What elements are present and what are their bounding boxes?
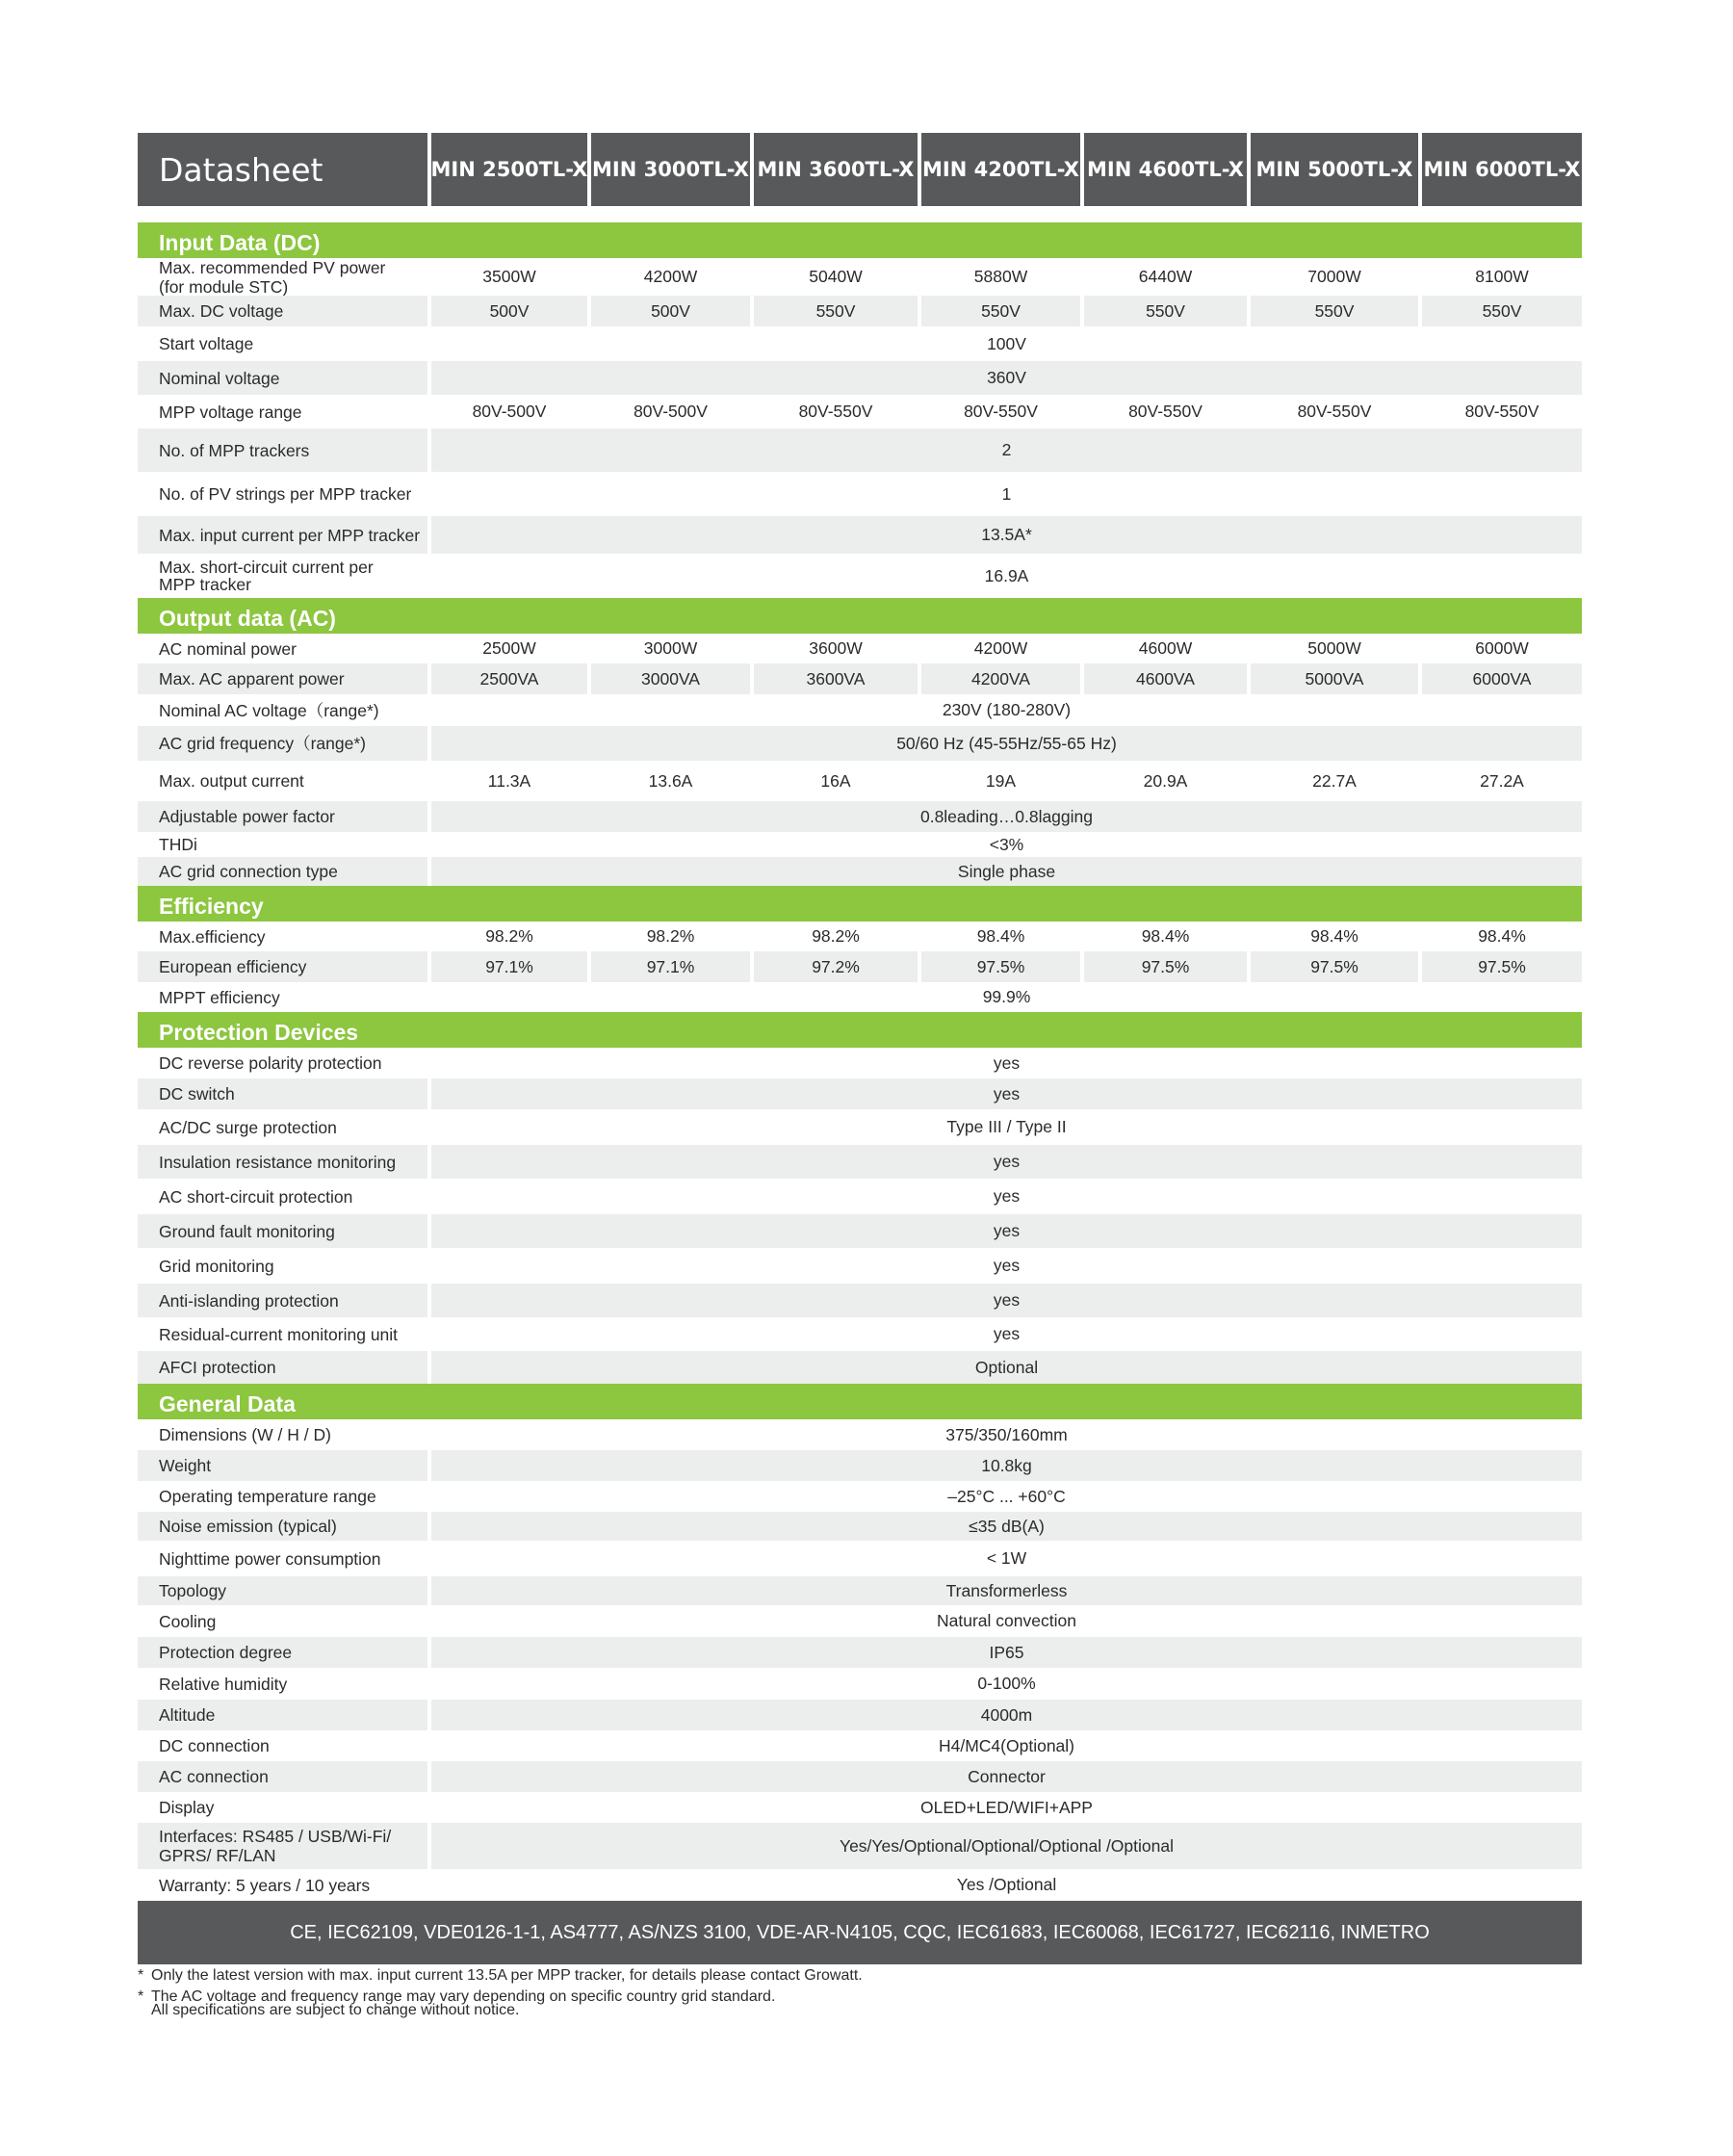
spec-label: Ground fault monitoring [159,1221,335,1241]
spec-value-all-models: yes [993,1083,1021,1104]
spec-row-display [138,1792,1582,1823]
spec-value-model-3: 5040W [809,267,863,286]
column-divider [1247,951,1251,982]
spec-label: Interfaces: RS485 / USB/Wi-Fi/ GPRS/ RF/LAN [159,1827,392,1865]
spec-value-model-5: 20.9A [1143,770,1188,791]
spec-label: Dimensions (W / H / D) [159,1425,331,1444]
spec-label: AC grid connection type [159,862,338,881]
spec-value-model-7: 550V [1482,300,1522,321]
spec-label: Residual-current monitoring unit [159,1324,399,1344]
column-divider [587,663,591,694]
footnote-text: Only the latest version with max. input current 13.5A per MPP tracker, for details please contact Growatt. [151,1967,863,1984]
spec-value-all-models: Natural convection [937,1611,1076,1630]
spec-label: Relative humidity [159,1674,288,1694]
column-divider [750,951,754,982]
spec-row-afci-protection [138,1351,1582,1384]
column-divider [1247,761,1251,801]
spec-row-no-of-mpp-trackers [138,429,1582,472]
spec-value-all-models: yes [993,1186,1021,1206]
spec-row-protection-degree [138,1637,1582,1668]
spec-label: Max.efficiency [159,926,266,947]
spec-value-model-3: 80V-550V [798,402,873,421]
spec-value-all-models: 230V (180-280V) [942,700,1072,719]
column-divider [1247,258,1251,296]
spec-value-model-1: 2500VA [479,668,539,688]
column-divider [1080,951,1084,982]
column-divider [1080,761,1084,801]
footnote-text: All specifications are subject to change without notice. [151,2002,520,2018]
spec-row-thdi [138,832,1582,857]
spec-value-model-7: 6000W [1475,638,1529,658]
spec-label: THDi [159,835,197,854]
spec-label: Max. input current per MPP tracker [159,525,421,545]
spec-value-model-4: 5880W [973,267,1028,286]
spec-row-ac-connection [138,1761,1582,1792]
column-divider [1247,922,1251,951]
spec-value-all-models: < 1W [986,1548,1027,1568]
spec-label: Display [159,1798,215,1817]
footnote [138,1967,1582,1985]
spec-label: Max. short-circuit current per MPP tracker [159,558,374,594]
spec-value-model-3: 97.2% [812,956,860,976]
spec-value-all-models: yes [993,1221,1021,1240]
spec-value-all-models: OLED+LED/WIFI+APP [920,1797,1093,1817]
spec-row-relative-humidity [138,1668,1582,1700]
spec-value-model-6: 5000VA [1305,668,1364,688]
column-divider [587,395,591,429]
column-divider [1418,395,1422,429]
spec-row-max-dc-voltage [138,296,1582,326]
column-divider [1247,296,1251,326]
column-divider [918,296,921,326]
spec-value-model-4: 19A [985,770,1017,791]
column-divider [918,951,921,982]
spec-value-model-2: 500V [651,300,690,321]
spec-value-model-2: 4200W [643,267,698,286]
column-divider [1418,951,1422,982]
spec-value-model-6: 550V [1314,300,1355,321]
datasheet [138,133,1582,2019]
spec-row-max-ac-apparent-power [138,663,1582,694]
column-divider [1080,663,1084,694]
spec-value-model-6: 7000W [1307,267,1361,286]
spec-value-model-4: 4200VA [971,668,1030,688]
column-divider [918,634,921,663]
spec-value-model-4: 4200W [973,638,1028,658]
spec-row-ac-short-circuit-protection [138,1179,1582,1214]
column-divider [587,951,591,982]
spec-value-model-3: 98.2% [812,926,860,946]
spec-value-all-models: yes [993,1290,1021,1310]
column-divider [1080,258,1084,296]
section-header-protection-devices: Protection Devices [138,1012,1582,1048]
spec-value-model-3: 3600W [809,638,863,658]
footnotes [138,1967,1582,2019]
column-divider [587,296,591,326]
spec-label: Start voltage [159,334,254,353]
spec-value-model-2: 80V-500V [634,402,708,421]
spec-value-model-1: 11.3A [487,770,531,791]
model-header-2: MIN 3000TL-X [591,133,750,206]
spec-value-model-1: 80V-500V [472,402,547,421]
spec-value-model-2: 13.6A [648,770,693,791]
model-header-6: MIN 5000TL-X [1251,133,1418,206]
spec-row-nominal-voltage [138,361,1582,395]
spec-value-all-models: yes [993,1324,1021,1343]
column-divider [1080,634,1084,663]
spec-value-model-5: 6440W [1138,267,1193,286]
spec-value-model-7: 6000VA [1472,668,1532,688]
spec-value-all-models: 0.8leading…0.8lagging [919,806,1094,826]
spec-row-topology [138,1576,1582,1605]
spec-value-model-3: 550V [815,300,856,321]
spec-label: Max. recommended PV power (for module STC) [159,257,386,297]
footnote-text: The AC voltage and frequency range may vary depending on specific country grid standard. [151,1988,776,2005]
spec-label: DC reverse polarity protection [159,1053,382,1073]
spec-table [138,222,1582,1901]
spec-label: AC grid frequency（range*) [159,734,366,753]
spec-value-model-7: 97.5% [1478,956,1526,976]
spec-row-max-output-current [138,761,1582,801]
model-header-1: MIN 2500TL-X [431,133,587,206]
spec-row-interfaces-rs485-usb-wi-fi-gprs-rf-lan [138,1823,1582,1869]
spec-label: Weight [159,1456,212,1475]
spec-row-dimensions-w-h-d [138,1419,1582,1450]
spec-value-model-3: 16A [820,770,851,791]
spec-value-model-7: 27.2A [1480,770,1524,791]
spec-value-model-2: 3000W [643,638,698,658]
spec-value-all-models: Yes/Yes/Optional/Optional/Optional /Optional [840,1835,1174,1856]
column-divider [750,634,754,663]
spec-value-all-models: 50/60 Hz (45-55Hz/55-65 Hz) [896,733,1117,753]
section-header-general-data: General Data [138,1384,1582,1419]
section-header-input-data-dc: Input Data (DC) [138,222,1582,258]
spec-label: MPPT efficiency [159,987,280,1007]
spec-value-model-5: 4600W [1138,638,1193,658]
column-divider [750,922,754,951]
footnote [138,2002,1582,2019]
spec-value-model-1: 2500W [482,638,536,658]
spec-value-model-1: 500V [489,300,530,321]
column-divider [587,258,591,296]
spec-value-model-7: 8100W [1475,267,1529,286]
column-divider [918,922,921,951]
column-divider [1080,296,1084,326]
spec-label: Insulation resistance monitoring [159,1152,397,1172]
spec-label: DC switch [159,1084,235,1104]
spec-value-all-models: 10.8kg [981,1455,1032,1475]
spec-label: Nighttime power consumption [159,1548,381,1569]
spec-row-operating-temperature-range [138,1481,1582,1512]
spec-row-max-input-current-per-mpp-tracker [138,516,1582,554]
spec-value-model-3: 3600VA [806,668,866,688]
spec-label: AC nominal power [159,638,297,659]
column-divider [1418,922,1422,951]
spec-value-model-5: 550V [1146,300,1185,321]
model-header-5: MIN 4600TL-X [1084,133,1247,206]
spec-row-ground-fault-monitoring [138,1214,1582,1248]
column-divider [918,761,921,801]
spec-row-grid-monitoring [138,1248,1582,1284]
spec-value-all-models: yes [993,1256,1021,1275]
spec-row-ac-dc-surge-protection [138,1109,1582,1145]
spec-row-mpp-voltage-range [138,395,1582,429]
spec-row-max-efficiency [138,922,1582,951]
spec-label: Nominal AC voltage（range*) [159,700,379,720]
model-header-4: MIN 4200TL-X [921,133,1080,206]
spec-value-model-1: 3500W [482,267,536,286]
column-divider [1247,395,1251,429]
spec-row-warranty-5-years-10-years [138,1869,1582,1901]
spec-row-ac-grid-frequency-range [138,726,1582,761]
spec-label: Max. DC voltage [159,301,284,321]
spec-row-dc-connection [138,1730,1582,1761]
spec-label: Altitude [159,1705,216,1725]
column-divider [750,296,754,326]
spec-value-all-models: Connector [968,1766,1046,1786]
column-divider [750,761,754,801]
spec-value-model-2: 3000VA [641,668,700,688]
spec-label: MPP voltage range [159,402,302,422]
model-header-7: MIN 6000TL-X [1422,133,1582,206]
column-divider [750,258,754,296]
spec-value-model-7: 98.4% [1478,926,1526,946]
spec-value-model-7: 80V-550V [1464,402,1539,421]
column-divider [1247,634,1251,663]
spec-row-nominal-ac-voltage-range [138,694,1582,726]
spec-row-ac-nominal-power [138,634,1582,663]
model-header-3: MIN 3600TL-X [754,133,918,206]
spec-value-all-models: 375/350/160mm [945,1424,1068,1444]
header-row [138,133,1582,206]
section-header-efficiency: Efficiency [138,886,1582,922]
spec-value-model-6: 5000W [1307,638,1361,658]
spec-value-all-models: 100V [987,333,1026,353]
certifications-bar: CE, IEC62109, VDE0126-1-1, AS4777, AS/NZS 3100, VDE-AR-N4105, CQC, IEC61683, IEC60068, IEC61727, IEC62116, INMETRO [138,1901,1582,1964]
spec-value-all-models: 13.5A* [981,525,1032,544]
column-divider [1080,395,1084,429]
footnote-mark: * [138,1988,144,2005]
spec-row-dc-reverse-polarity-protection [138,1048,1582,1078]
spec-value-model-2: 98.2% [646,926,695,946]
column-divider [1418,634,1422,663]
spec-label: DC connection [159,1736,270,1755]
spec-row-anti-islanding-protection [138,1284,1582,1317]
column-divider [1418,663,1422,694]
column-divider [1247,663,1251,694]
datasheet-title: Datasheet [138,133,427,206]
spec-label: Topology [159,1581,227,1600]
spec-row-adjustable-power-factor [138,801,1582,832]
spec-value-all-models: Transformerless [945,1580,1068,1600]
spec-value-all-models: 99.9% [982,987,1031,1006]
spec-value-all-models: 1 [1001,483,1012,504]
spec-value-all-models: H4/MC4(Optional) [938,1735,1075,1755]
section-header-output-data-ac: Output data (AC) [138,598,1582,634]
spec-value-model-5: 98.4% [1141,926,1190,946]
spec-label: Nominal voltage [159,368,280,388]
spec-value-model-5: 80V-550V [1128,402,1203,421]
spec-value-all-models: Type III / Type II [946,1117,1067,1136]
spec-label: Operating temperature range [159,1487,376,1506]
spec-row-noise-emission-typical [138,1512,1582,1541]
column-divider [587,761,591,801]
spec-label: No. of PV strings per MPP tracker [159,484,412,504]
spec-value-all-models: <3% [989,834,1024,854]
spec-row-start-voltage [138,326,1582,361]
spec-value-model-1: 98.2% [485,926,533,946]
spec-value-model-1: 97.1% [485,956,533,976]
column-divider [1418,761,1422,801]
column-divider [1418,258,1422,296]
spec-value-model-5: 97.5% [1141,956,1190,976]
spec-label: No. of MPP trackers [159,440,310,460]
spec-value-all-models: 2 [1001,440,1012,459]
spec-value-all-models: 360V [987,368,1026,387]
spec-value-model-6: 22.7A [1312,770,1357,791]
spec-value-model-4: 80V-550V [964,402,1038,421]
column-divider [918,395,921,429]
spec-value-model-4: 97.5% [976,956,1025,976]
spec-value-all-models: 16.9A [984,565,1029,585]
spec-value-all-models: ≤35 dB(A) [969,1516,1045,1536]
spec-row-ac-grid-connection-type [138,857,1582,886]
spec-value-model-6: 80V-550V [1297,402,1372,421]
column-divider [750,395,754,429]
column-divider [750,663,754,694]
column-divider [1080,922,1084,951]
spec-row-insulation-resistance-monitoring [138,1145,1582,1179]
spec-value-all-models: IP65 [989,1642,1024,1662]
spec-row-european-efficiency [138,951,1582,982]
spec-value-model-2: 97.1% [646,956,695,976]
spec-row-altitude [138,1700,1582,1730]
spec-value-all-models: Yes /Optional [956,1875,1057,1894]
spec-value-model-6: 98.4% [1310,926,1358,946]
spec-label: Noise emission (typical) [159,1517,337,1536]
spec-value-all-models: Single phase [957,861,1056,881]
spec-value-model-6: 97.5% [1310,956,1358,976]
spec-label: Adjustable power factor [159,807,335,826]
spec-label: Warranty: 5 years / 10 years [159,1875,371,1895]
spec-value-model-4: 98.4% [976,926,1025,946]
spec-label: Max. AC apparent power [159,669,345,688]
spec-value-all-models: 4000m [980,1704,1033,1725]
spec-row-max-short-circuit-current-per-mpp-tracker [138,554,1582,598]
spec-label: Anti-islanding protection [159,1290,339,1311]
spec-value-all-models: –25°C ... +60°C [947,1486,1066,1506]
column-divider [587,922,591,951]
column-divider [1418,296,1422,326]
spec-label: Protection degree [159,1643,293,1662]
spec-row-residual-current-monitoring-unit [138,1317,1582,1351]
spec-label: AC short-circuit protection [159,1186,353,1207]
column-divider [918,663,921,694]
spec-value-all-models: yes [993,1152,1021,1171]
spec-value-all-models: 0-100% [977,1674,1036,1693]
spec-row-dc-switch [138,1078,1582,1109]
spec-row-nighttime-power-consumption [138,1541,1582,1576]
spec-label: Cooling [159,1611,217,1631]
spec-label: European efficiency [159,957,307,976]
spec-value-model-5: 4600VA [1136,668,1195,688]
column-divider [587,634,591,663]
spec-row-weight [138,1450,1582,1481]
spec-label: AFCI protection [159,1358,276,1377]
spec-value-all-models: yes [993,1052,1021,1073]
spec-row-max-recommended-pv-power-for-module-stc [138,258,1582,296]
spec-label: Grid monitoring [159,1256,274,1276]
spec-value-model-4: 550V [981,300,1021,321]
spec-value-all-models: Optional [974,1357,1039,1377]
footnote-mark: * [138,1967,144,1984]
spec-row-mppt-efficiency [138,982,1582,1012]
spec-label: Max. output current [159,771,304,791]
spec-row-no-of-pv-strings-per-mpp-tracker [138,472,1582,516]
spec-label: AC/DC surge protection [159,1117,337,1137]
column-divider [918,258,921,296]
spec-label: AC connection [159,1767,269,1786]
spec-row-cooling [138,1605,1582,1637]
